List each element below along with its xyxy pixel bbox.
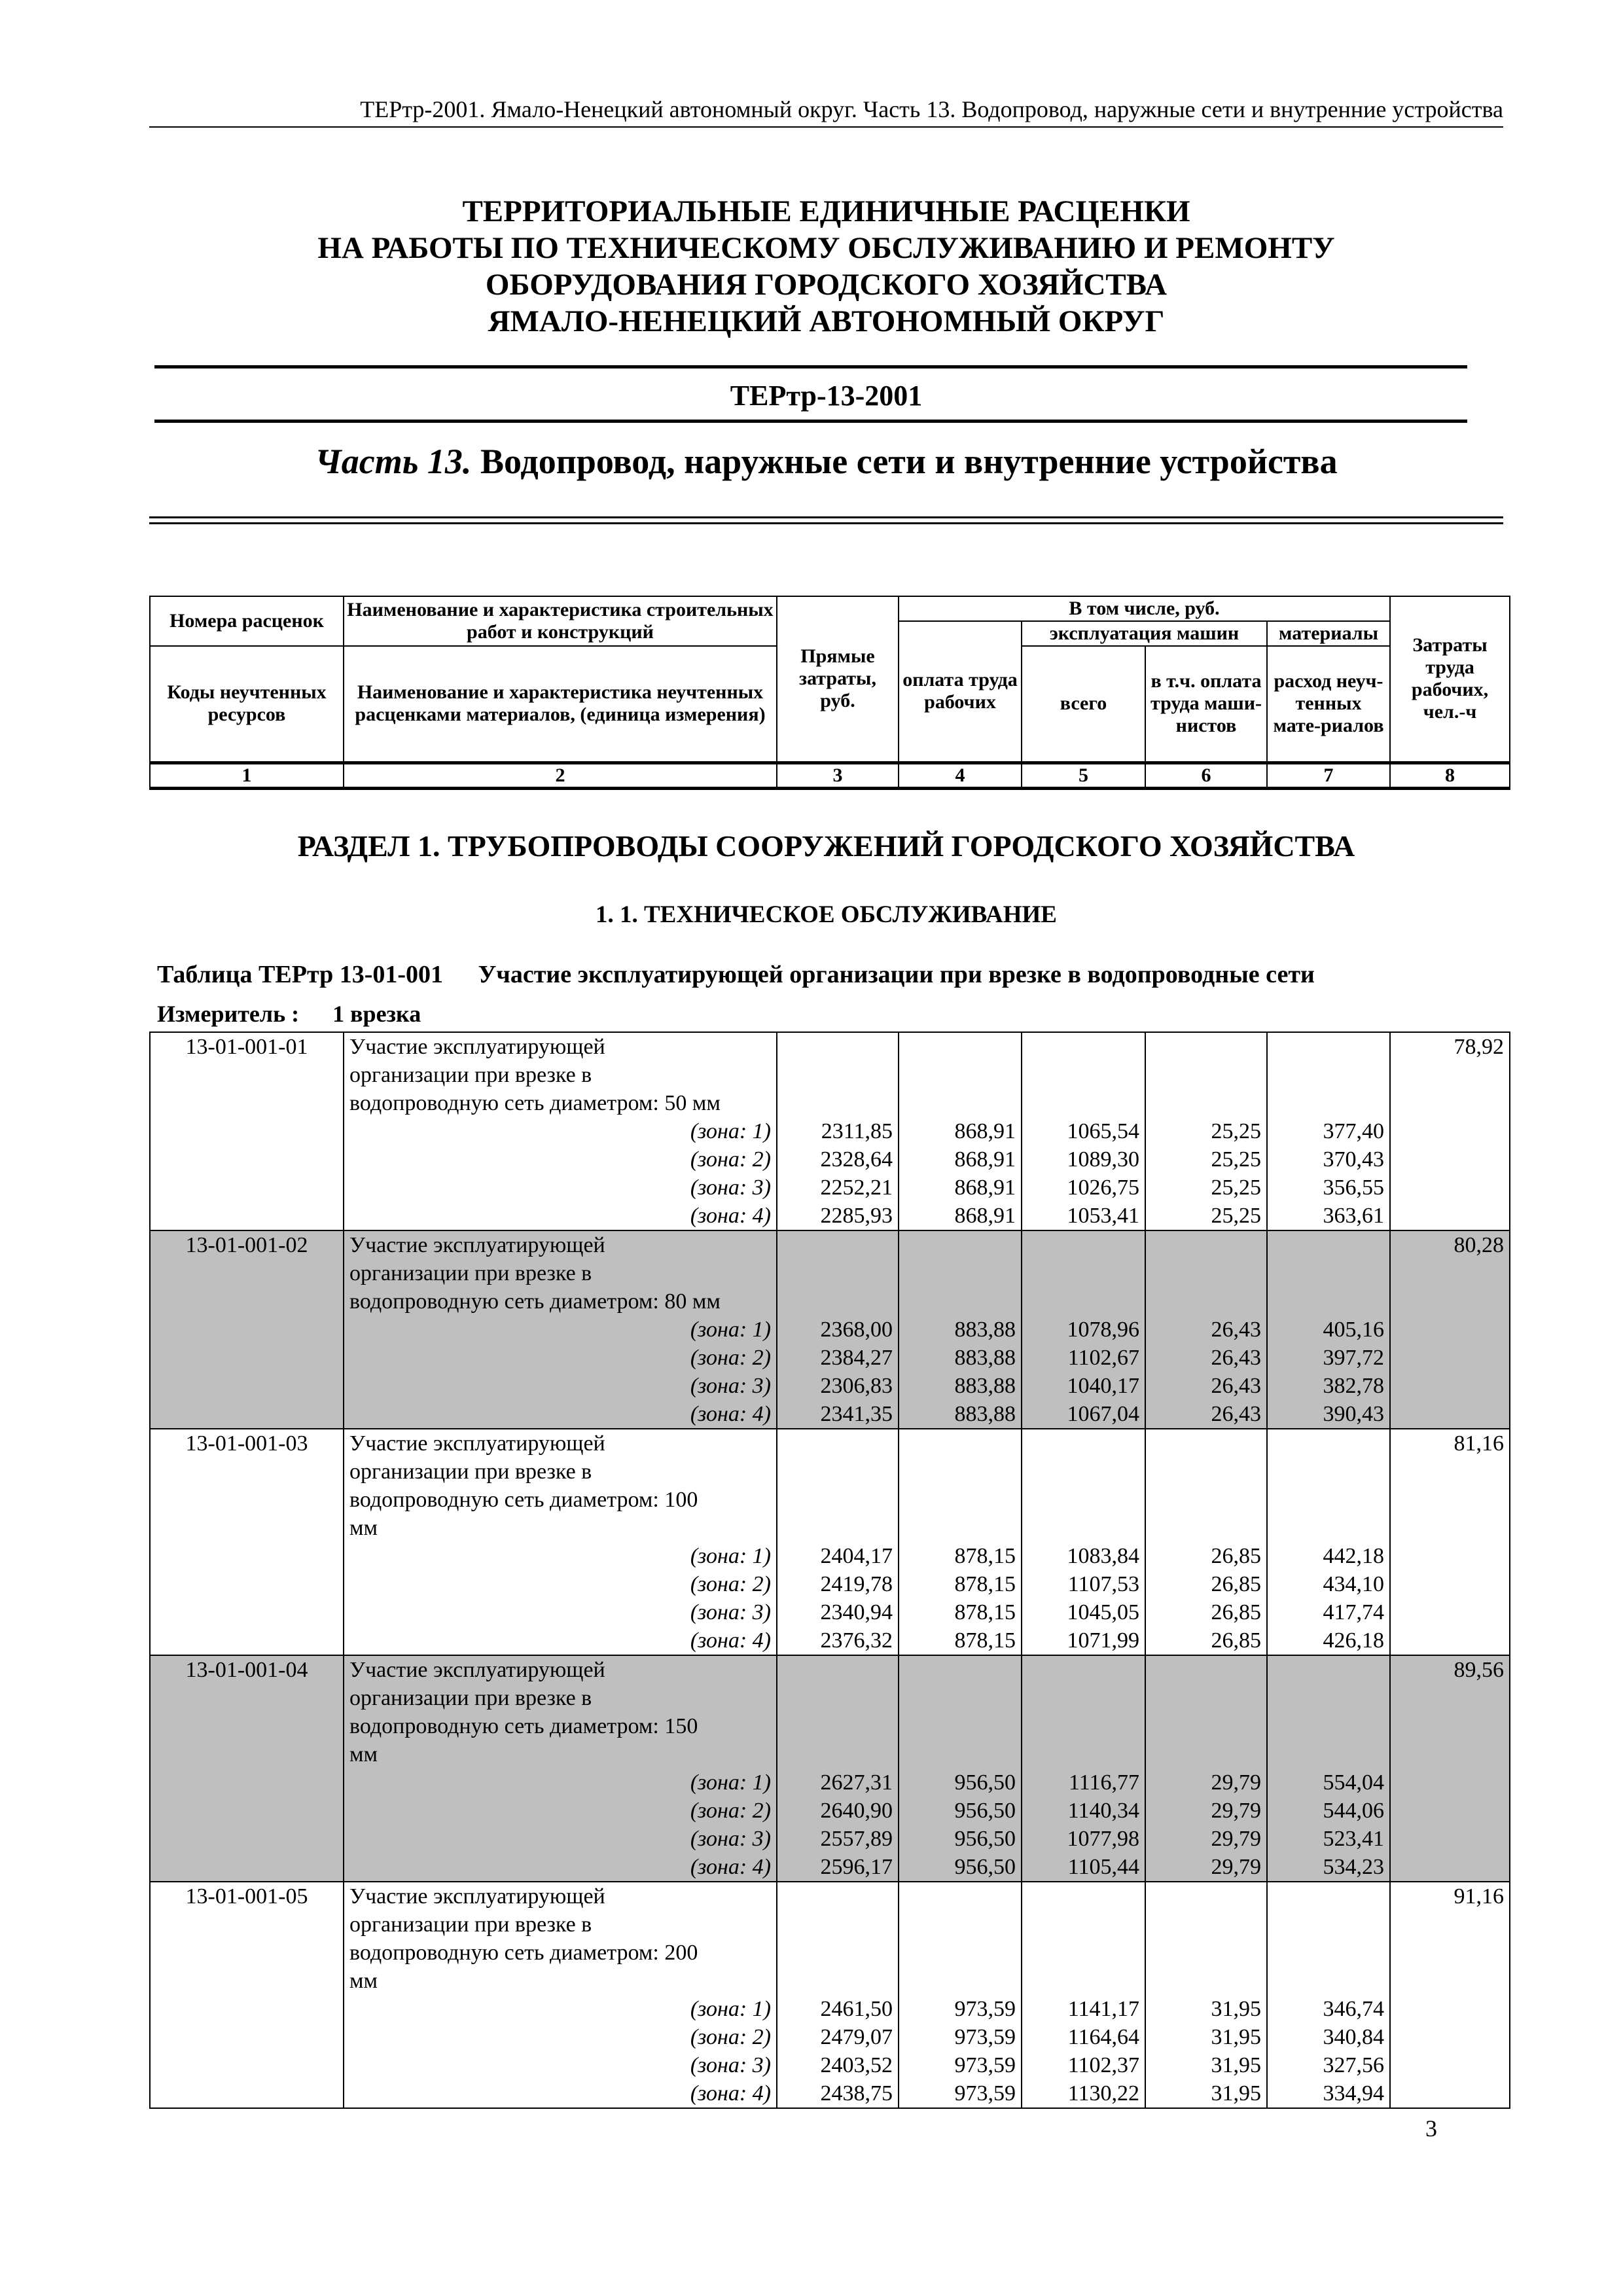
rate-code: 13-01-001-02 [150, 1230, 344, 1429]
column-number: 8 [1390, 762, 1510, 788]
title-line: ЯМАЛО-НЕНЕЦКИЙ АВТОНОМНЫЙ ОКРУГ [488, 304, 1165, 338]
part-rule-1 [149, 516, 1503, 518]
worker-wage: 956,50 [899, 1853, 1022, 1882]
rate-description: Участие эксплуатирующей [344, 1429, 777, 1458]
driver-wage: 26,43 [1145, 1344, 1267, 1372]
worker-wage: 973,59 [899, 2023, 1022, 2051]
rate-description: мм [344, 1967, 777, 1995]
header-labor-costs: Затраты труда рабочих, чел.-ч [1390, 596, 1510, 762]
table-row [150, 1995, 1510, 2023]
direct-costs: 2640,90 [777, 1797, 899, 1825]
table-caption-label: Таблица ТЕРтр 13-01-001 [157, 961, 444, 988]
zone-label: (зона: 2) [344, 1344, 777, 1372]
rate-description: организации при врезке в [344, 1259, 777, 1287]
rate-code: 13-01-001-04 [150, 1655, 344, 1882]
direct-costs: 2285,93 [777, 1202, 899, 1230]
direct-costs: 2461,50 [777, 1995, 899, 2023]
machines-total: 1045,05 [1022, 1598, 1145, 1626]
materials: 523,41 [1267, 1825, 1390, 1853]
zone-label: (зона: 1) [344, 1117, 777, 1145]
labor-hours: 81,16 [1390, 1429, 1510, 1655]
empty-cell [1022, 1429, 1145, 1542]
direct-costs: 2376,32 [777, 1626, 899, 1655]
table-row [150, 1570, 1510, 1598]
direct-costs: 2306,83 [777, 1372, 899, 1400]
table-row [150, 1202, 1510, 1230]
table-row [150, 1853, 1510, 1882]
page-number: 3 [1425, 2115, 1437, 2142]
rate-code: 13-01-001-03 [150, 1429, 344, 1655]
title-line: ОБОРУДОВАНИЯ ГОРОДСКОГО ХОЗЯЙСТВА [485, 268, 1168, 302]
materials: 405,16 [1267, 1316, 1390, 1344]
direct-costs: 2419,78 [777, 1570, 899, 1598]
column-number: 6 [1145, 762, 1267, 788]
empty-cell [1267, 1032, 1390, 1117]
worker-wage: 883,88 [899, 1344, 1022, 1372]
direct-costs: 2557,89 [777, 1825, 899, 1853]
driver-wage: 29,79 [1145, 1825, 1267, 1853]
driver-wage: 31,95 [1145, 2023, 1267, 2051]
column-number: 1 [150, 762, 344, 788]
worker-wage: 868,91 [899, 1202, 1022, 1230]
direct-costs: 2596,17 [777, 1853, 899, 1882]
worker-wage: 868,91 [899, 1145, 1022, 1174]
rate-description: водопроводную сеть диаметром: 100 [344, 1486, 777, 1514]
zone-label: (зона: 1) [344, 1995, 777, 2023]
worker-wage: 878,15 [899, 1626, 1022, 1655]
unit-value: 1 врезка [332, 1001, 421, 1027]
unit-label: Измеритель : [157, 1001, 300, 1027]
direct-costs: 2340,94 [777, 1598, 899, 1626]
table-row [150, 1797, 1510, 1825]
worker-wage: 956,50 [899, 1825, 1022, 1853]
empty-cell [899, 1032, 1022, 1117]
zone-label: (зона: 2) [344, 1145, 777, 1174]
zone-label: (зона: 3) [344, 1825, 777, 1853]
table-row [150, 1344, 1510, 1372]
labor-hours: 89,56 [1390, 1655, 1510, 1882]
direct-costs: 2438,75 [777, 2079, 899, 2108]
machines-total: 1102,37 [1022, 2051, 1145, 2079]
rate-description: организации при врезке в [344, 1910, 777, 1939]
table-row [150, 1032, 1510, 1061]
driver-wage: 29,79 [1145, 1853, 1267, 1882]
table-row [150, 1400, 1510, 1429]
rate-group [150, 1429, 1510, 1655]
worker-wage: 973,59 [899, 2079, 1022, 2108]
materials: 340,84 [1267, 2023, 1390, 2051]
rate-description: организации при врезке в [344, 1061, 777, 1089]
rate-code: 13-01-001-01 [150, 1032, 344, 1230]
machines-total: 1141,17 [1022, 1995, 1145, 2023]
table-row [150, 1372, 1510, 1400]
table-row [150, 1542, 1510, 1570]
machines-total: 1071,99 [1022, 1626, 1145, 1655]
table-row [150, 1429, 1510, 1458]
empty-cell [777, 1882, 899, 1995]
worker-wage: 973,59 [899, 2051, 1022, 2079]
materials: 363,61 [1267, 1202, 1390, 1230]
rate-description: мм [344, 1514, 777, 1542]
materials: 434,10 [1267, 1570, 1390, 1598]
worker-wage: 868,91 [899, 1174, 1022, 1202]
rate-description: водопроводную сеть диаметром: 50 мм [344, 1089, 777, 1117]
machines-total: 1116,77 [1022, 1768, 1145, 1797]
machines-total: 1040,17 [1022, 1372, 1145, 1400]
worker-wage: 973,59 [899, 1995, 1022, 2023]
table-row [150, 1768, 1510, 1797]
column-number: 5 [1022, 762, 1145, 788]
rate-description: водопроводную сеть диаметром: 200 [344, 1939, 777, 1967]
materials: 534,23 [1267, 1853, 1390, 1882]
table-row [150, 1174, 1510, 1202]
materials: 426,18 [1267, 1626, 1390, 1655]
labor-hours: 80,28 [1390, 1230, 1510, 1429]
title-line: ТЕРРИТОРИАЛЬНЫЕ ЕДИНИЧНЫЕ РАСЦЕНКИ [462, 194, 1190, 228]
labor-hours: 78,92 [1390, 1032, 1510, 1230]
zone-label: (зона: 1) [344, 1542, 777, 1570]
materials: 397,72 [1267, 1344, 1390, 1372]
rate-group [150, 1655, 1510, 1882]
machines-total: 1105,44 [1022, 1853, 1145, 1882]
direct-costs: 2341,35 [777, 1400, 899, 1429]
header-work-name: Наименование и характеристика строительных работ и конструкций [344, 596, 777, 646]
zone-label: (зона: 1) [344, 1768, 777, 1797]
direct-costs: 2252,21 [777, 1174, 899, 1202]
table-caption-title: Участие эксплуатирующей организации при врезке в водопроводные сети [478, 961, 1315, 988]
rate-description: мм [344, 1740, 777, 1768]
column-number: 3 [777, 762, 899, 788]
measurement-unit [157, 999, 421, 1028]
header-materials: материалы [1267, 621, 1390, 646]
empty-cell [1267, 1429, 1390, 1542]
column-number: 2 [344, 762, 777, 788]
empty-cell [777, 1429, 899, 1542]
part-rule-2 [149, 522, 1503, 524]
materials: 370,43 [1267, 1145, 1390, 1174]
subsection-title: 1. 1. ТЕХНИЧЕСКОЕ ОБСЛУЖИВАНИЕ [596, 901, 1057, 928]
part-label: Часть 13. [315, 442, 472, 481]
driver-wage: 26,85 [1145, 1598, 1267, 1626]
machines-total: 1089,30 [1022, 1145, 1145, 1174]
zone-label: (зона: 4) [344, 1626, 777, 1655]
driver-wage: 25,25 [1145, 1117, 1267, 1145]
rate-code: 13-01-001-05 [150, 1882, 344, 2108]
driver-wage: 25,25 [1145, 1202, 1267, 1230]
worker-wage: 878,15 [899, 1598, 1022, 1626]
zone-label: (зона: 4) [344, 2079, 777, 2108]
worker-wage: 956,50 [899, 1797, 1022, 1825]
labor-hours: 91,16 [1390, 1882, 1510, 2108]
worker-wage: 878,15 [899, 1542, 1022, 1570]
table-row [150, 1655, 1510, 1684]
header-material-use: расход неуч-тенных мате-риалов [1267, 646, 1390, 762]
empty-cell [899, 1882, 1022, 1995]
empty-cell [777, 1032, 899, 1117]
table-row [150, 1145, 1510, 1174]
rate-description: Участие эксплуатирующей [344, 1655, 777, 1684]
empty-cell [1145, 1655, 1267, 1768]
rate-description: организации при врезке в [344, 1684, 777, 1712]
rate-description: организации при врезке в [344, 1458, 777, 1486]
header-worker-wage: оплата труда рабочих [899, 621, 1022, 762]
table-row [150, 1316, 1510, 1344]
machines-total: 1164,64 [1022, 2023, 1145, 2051]
header-resource-codes: Коды неучтенных ресурсов [150, 646, 344, 762]
direct-costs: 2368,00 [777, 1316, 899, 1344]
zone-label: (зона: 4) [344, 1400, 777, 1429]
part-name: Водопровод, наружные сети и внутренние устройства [480, 442, 1338, 481]
zone-label: (зона: 2) [344, 2023, 777, 2051]
worker-wage: 868,91 [899, 1117, 1022, 1145]
empty-cell [1145, 1882, 1267, 1995]
zone-label: (зона: 2) [344, 1570, 777, 1598]
zone-label: (зона: 3) [344, 1372, 777, 1400]
machines-total: 1102,67 [1022, 1344, 1145, 1372]
zone-label: (зона: 3) [344, 1174, 777, 1202]
table-row [150, 1825, 1510, 1853]
empty-cell [777, 1655, 899, 1768]
table-row [150, 1230, 1510, 1259]
zone-label: (зона: 3) [344, 1598, 777, 1626]
empty-cell [1145, 1429, 1267, 1542]
title-rule-bottom [154, 420, 1467, 423]
driver-wage: 31,95 [1145, 1995, 1267, 2023]
empty-cell [1145, 1032, 1267, 1117]
table-row [150, 2079, 1510, 2108]
table-caption [157, 959, 1505, 990]
materials: 377,40 [1267, 1117, 1390, 1145]
part-title [149, 440, 1503, 482]
direct-costs: 2384,27 [777, 1344, 899, 1372]
rates-table [149, 1031, 1510, 2109]
driver-wage: 31,95 [1145, 2079, 1267, 2108]
materials: 356,55 [1267, 1174, 1390, 1202]
driver-wage: 26,43 [1145, 1372, 1267, 1400]
rate-group [150, 1230, 1510, 1429]
machines-total: 1077,98 [1022, 1825, 1145, 1853]
materials: 442,18 [1267, 1542, 1390, 1570]
direct-costs: 2627,31 [777, 1768, 899, 1797]
driver-wage: 26,85 [1145, 1542, 1267, 1570]
empty-cell [1267, 1230, 1390, 1316]
materials: 390,43 [1267, 1400, 1390, 1429]
rate-description: Участие эксплуатирующей [344, 1882, 777, 1910]
machines-total: 1067,04 [1022, 1400, 1145, 1429]
machines-total: 1083,84 [1022, 1542, 1145, 1570]
worker-wage: 878,15 [899, 1570, 1022, 1598]
empty-cell [899, 1655, 1022, 1768]
zone-label: (зона: 4) [344, 1202, 777, 1230]
machines-total: 1130,22 [1022, 2079, 1145, 2108]
materials: 334,94 [1267, 2079, 1390, 2108]
materials: 544,06 [1267, 1797, 1390, 1825]
rate-description: Участие эксплуатирующей [344, 1230, 777, 1259]
direct-costs: 2311,85 [777, 1117, 899, 1145]
empty-cell [899, 1429, 1022, 1542]
rate-description: водопроводную сеть диаметром: 80 мм [344, 1287, 777, 1316]
header-direct-costs: Прямые затраты, руб. [777, 596, 899, 762]
header-including: В том числе, руб. [899, 596, 1390, 621]
driver-wage: 25,25 [1145, 1174, 1267, 1202]
machines-total: 1140,34 [1022, 1797, 1145, 1825]
worker-wage: 883,88 [899, 1400, 1022, 1429]
driver-wage: 26,85 [1145, 1570, 1267, 1598]
zone-label: (зона: 1) [344, 1316, 777, 1344]
materials: 382,78 [1267, 1372, 1390, 1400]
column-number: 7 [1267, 762, 1390, 788]
table-row [150, 1117, 1510, 1145]
title-rule-top [154, 365, 1467, 368]
machines-total: 1053,41 [1022, 1202, 1145, 1230]
driver-wage: 29,79 [1145, 1797, 1267, 1825]
table-row [150, 1598, 1510, 1626]
empty-cell [1267, 1882, 1390, 1995]
table-row [150, 1626, 1510, 1655]
column-header-table [149, 596, 1510, 790]
section-title: РАЗДЕЛ 1. ТРУБОПРОВОДЫ СООРУЖЕНИЙ ГОРОДСКОГО ХОЗЯЙСТВА [297, 829, 1355, 863]
header-driver-wage: в т.ч. оплата труда маши-нистов [1145, 646, 1267, 762]
empty-cell [1267, 1655, 1390, 1768]
direct-costs: 2403,52 [777, 2051, 899, 2079]
empty-cell [1022, 1230, 1145, 1316]
driver-wage: 26,43 [1145, 1316, 1267, 1344]
empty-cell [1022, 1655, 1145, 1768]
worker-wage: 883,88 [899, 1372, 1022, 1400]
machines-total: 1026,75 [1022, 1174, 1145, 1202]
table-row [150, 2051, 1510, 2079]
empty-cell [1022, 1032, 1145, 1117]
rate-description: водопроводную сеть диаметром: 150 [344, 1712, 777, 1740]
direct-costs: 2328,64 [777, 1145, 899, 1174]
direct-costs: 2479,07 [777, 2023, 899, 2051]
header-machines-total: всего [1022, 646, 1145, 762]
worker-wage: 883,88 [899, 1316, 1022, 1344]
machines-total: 1078,96 [1022, 1316, 1145, 1344]
header-material-name: Наименование и характеристика неучтенных расценками материалов, (единица измерения) [344, 646, 777, 762]
machines-total: 1107,53 [1022, 1570, 1145, 1598]
rate-group [150, 1882, 1510, 2108]
worker-wage: 956,50 [899, 1768, 1022, 1797]
column-number: 4 [899, 762, 1022, 788]
driver-wage: 26,85 [1145, 1626, 1267, 1655]
table-row [150, 1882, 1510, 1910]
materials: 417,74 [1267, 1598, 1390, 1626]
machines-total: 1065,54 [1022, 1117, 1145, 1145]
zone-label: (зона: 4) [344, 1853, 777, 1882]
driver-wage: 29,79 [1145, 1768, 1267, 1797]
materials: 554,04 [1267, 1768, 1390, 1797]
rate-group [150, 1032, 1510, 1230]
rate-description: Участие эксплуатирующей [344, 1032, 777, 1061]
zone-label: (зона: 3) [344, 2051, 777, 2079]
header-machines: эксплуатация машин [1022, 621, 1267, 646]
title-line: НА РАБОТЫ ПО ТЕХНИЧЕСКОМУ ОБСЛУЖИВАНИЮ И РЕМОНТУ [317, 231, 1335, 265]
header-rate-numbers: Номера расценок [150, 596, 344, 646]
running-header: ТЕРтр-2001. Ямало-Ненецкий автономный округ. Часть 13. Водопровод, наружные сети и внутренние устройства [360, 96, 1503, 122]
driver-wage: 25,25 [1145, 1145, 1267, 1174]
document-title [149, 193, 1503, 340]
driver-wage: 31,95 [1145, 2051, 1267, 2079]
driver-wage: 26,43 [1145, 1400, 1267, 1429]
code-title: ТЕРтр-13-2001 [730, 380, 923, 412]
direct-costs: 2404,17 [777, 1542, 899, 1570]
empty-cell [899, 1230, 1022, 1316]
materials: 327,56 [1267, 2051, 1390, 2079]
header-rule [149, 126, 1503, 128]
table-row [150, 2023, 1510, 2051]
zone-label: (зона: 2) [344, 1797, 777, 1825]
empty-cell [777, 1230, 899, 1316]
materials: 346,74 [1267, 1995, 1390, 2023]
empty-cell [1145, 1230, 1267, 1316]
empty-cell [1022, 1882, 1145, 1995]
